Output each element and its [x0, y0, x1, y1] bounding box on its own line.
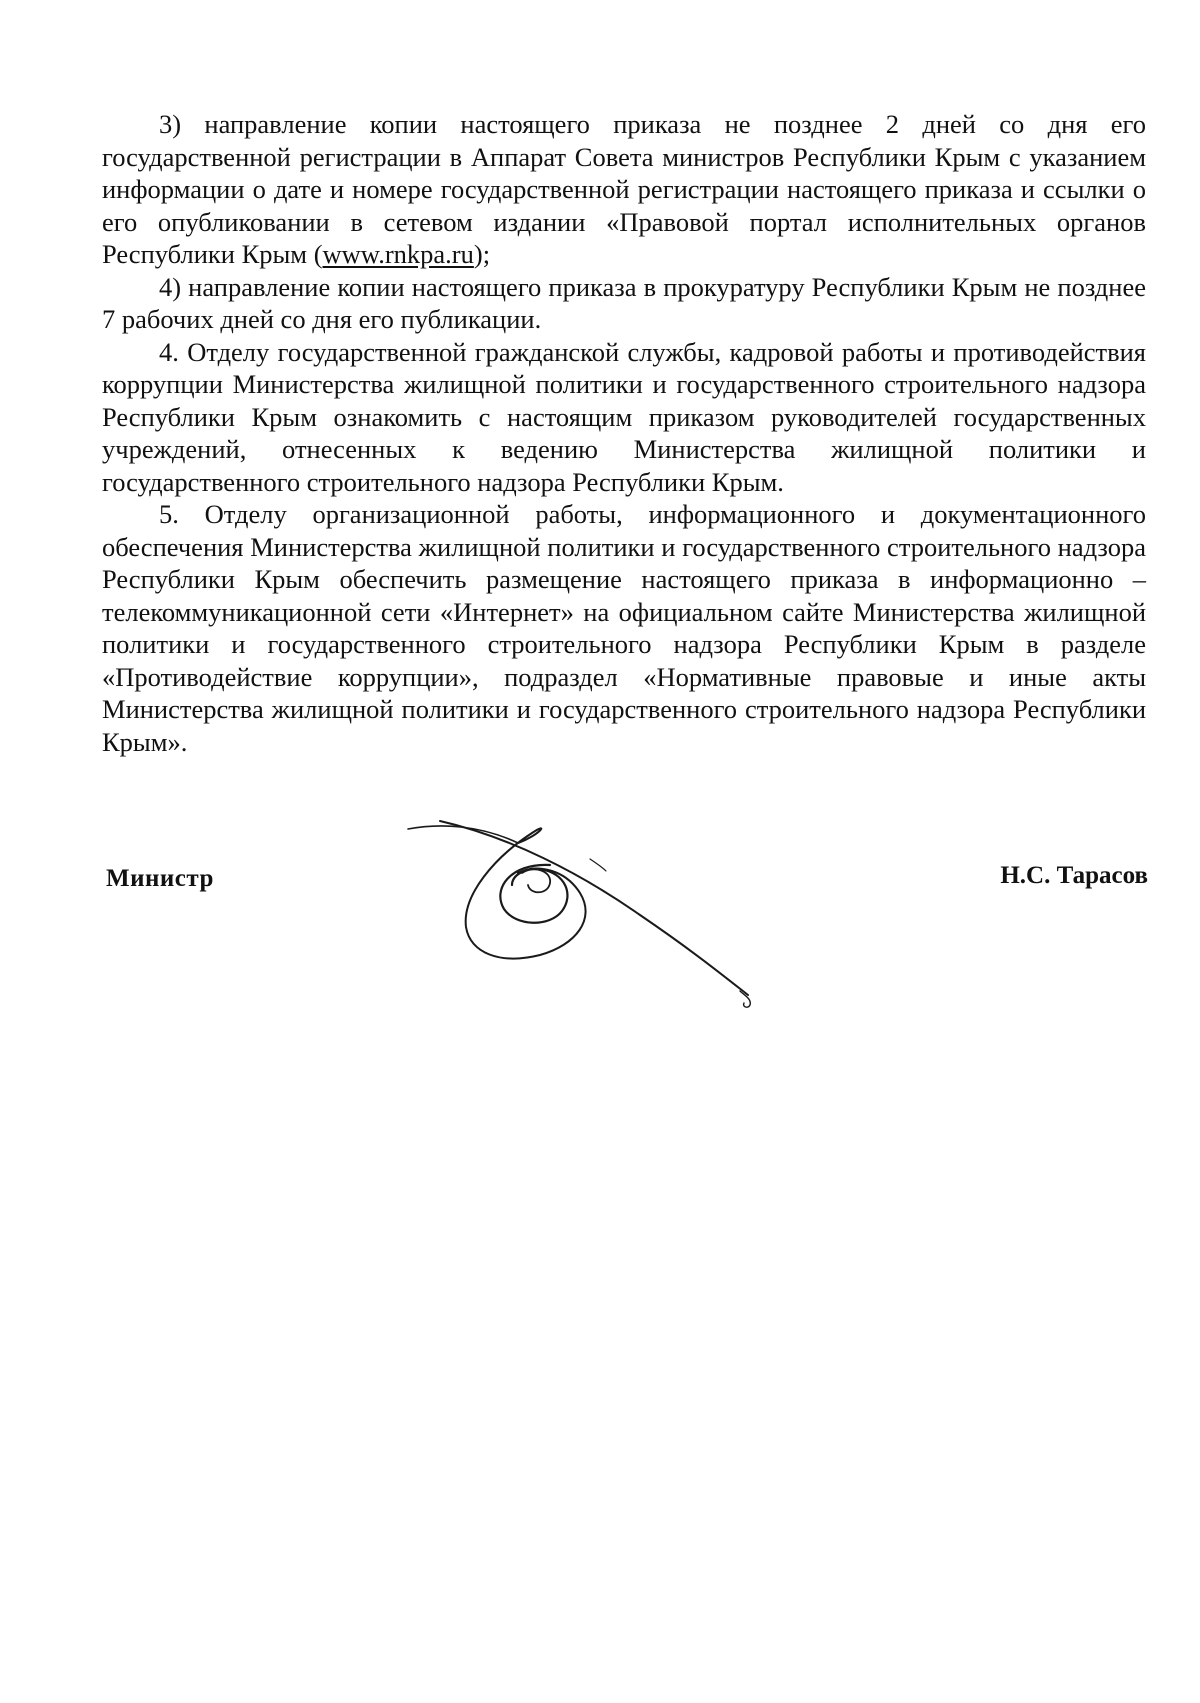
paragraph-clause-4: 4. Отделу государственной гражданской службы, кадровой работы и противодействия коррупции Министерства жилищной политики и государственного строительного надзора Республики Крым ознакомить с настоящим приказом руководителей государственных учреждений, отнесенных к ведению Министерства жилищной политики и государственного строительного надзора Республики Крым. — [102, 336, 1146, 497]
document-body — [102, 108, 1146, 758]
paragraph-item-3-tail: ); — [473, 239, 491, 269]
paragraph-item-3 — [102, 108, 1146, 271]
paragraph-item-3-text: 3) направление копии настоящего приказа не позднее 2 дней со дня его государственной регистрации в Аппарат Совета министров Республики Крым с указанием информации о дате и номере государственной регистрации настоящего приказа и ссылки о его опубликовании в сетевом издании «Правовой портал исполнительных органов Республики Крым ( — [102, 109, 1146, 269]
signer-name: Н.С. Тарасов — [1000, 862, 1148, 889]
signature-stroke-dash — [590, 859, 606, 871]
rnkpa-link[interactable]: www.rnkpa.ru — [322, 239, 474, 269]
signer-position: Министр — [106, 865, 214, 892]
signature-stroke-tail — [440, 821, 748, 995]
paragraph-item-4: 4) направление копии настоящего приказа в прокуратуру Республики Крым не позднее 7 рабочих дней со дня его публикации. — [102, 271, 1146, 334]
paragraph-clause-5: 5. Отделу организационной работы, информационного и документационного обеспечения Министерства жилищной политики и государственного строительного надзора Республики Крым обеспечить размещение настоящего приказа в информационно – телекоммуникационной сети «Интернет» на официальном сайте Министерства жилищной политики и государственного строительного надзора Республики Крым в разделе «Противодействие коррупции», подраздел «Нормативные правовые и иные акты Министерства жилищной политики и государственного строительного надзора Республики Крым». — [102, 499, 1146, 757]
handwritten-signature — [400, 815, 840, 1075]
signature-stroke-curl — [522, 869, 550, 892]
